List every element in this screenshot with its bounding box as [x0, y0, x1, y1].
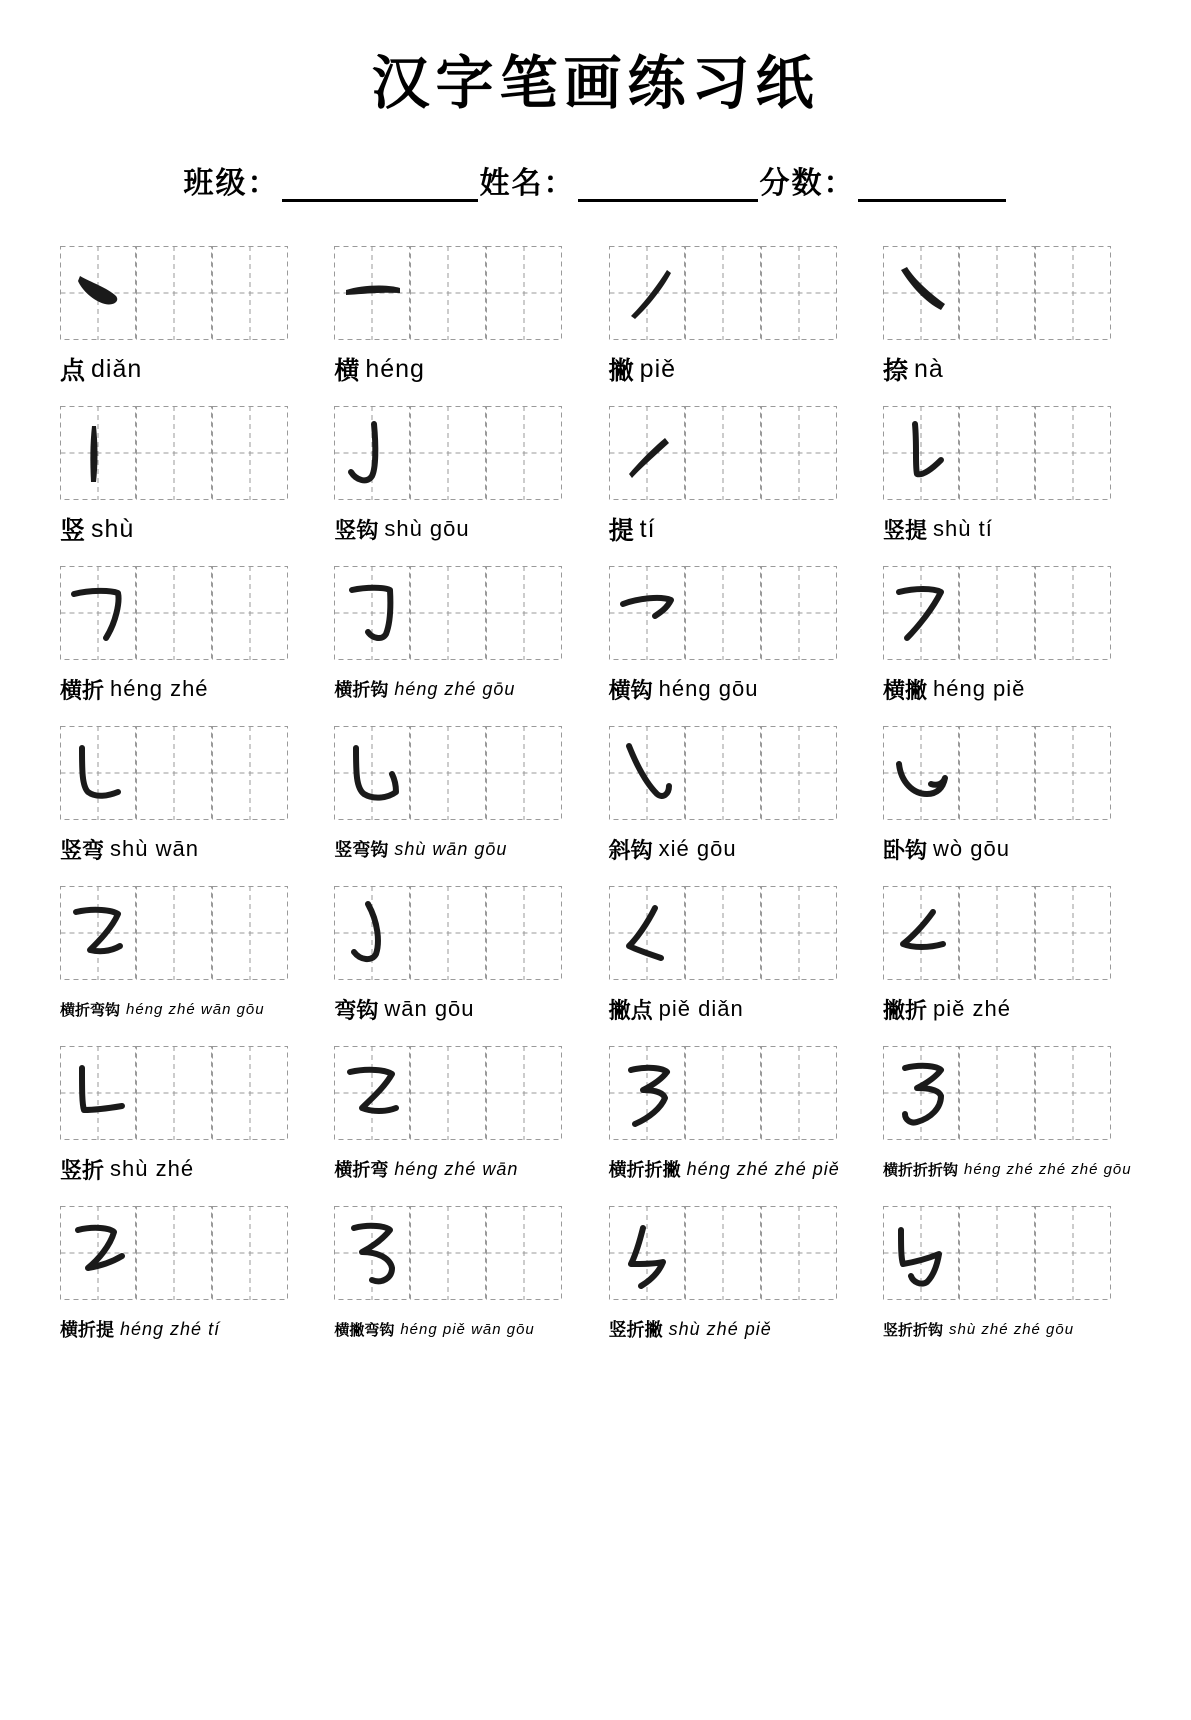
stroke-caption — [609, 1312, 772, 1346]
stroke-name-cn: 竖提 — [882, 517, 927, 543]
stroke-name-pinyin: piě zhé — [933, 996, 1011, 1021]
practice-boxes[interactable] — [883, 726, 1113, 822]
practice-boxes[interactable] — [60, 246, 290, 342]
stroke-name-cn: 竖钩 — [334, 517, 379, 543]
stroke-name-pinyin: héng zhé zhé zhé gōu — [964, 1160, 1132, 1178]
stroke-name-pinyin: héng piě — [933, 676, 1026, 701]
stroke-cell-hengzhewangou[interactable] — [60, 886, 308, 1026]
stroke-caption — [60, 1312, 220, 1346]
practice-boxes[interactable] — [883, 246, 1113, 342]
stroke-name-cn: 撇点 — [608, 997, 653, 1023]
stroke-name-cn: 弯钩 — [334, 997, 379, 1023]
stroke-caption — [609, 672, 759, 706]
practice-boxes[interactable] — [883, 566, 1113, 662]
stroke-row — [60, 726, 1131, 866]
stroke-caption — [334, 512, 469, 546]
stroke-row — [60, 1046, 1131, 1186]
stroke-name-pinyin: héng zhé wān gōu — [126, 1000, 265, 1018]
stroke-name-pinyin: shù tí — [933, 516, 993, 541]
stroke-name-cn: 横折提 — [60, 1320, 114, 1340]
stroke-caption — [883, 672, 1025, 706]
practice-boxes[interactable] — [883, 406, 1113, 502]
stroke-name-pinyin: tí — [639, 514, 656, 543]
stroke-name-pinyin: héng zhé gōu — [394, 678, 516, 699]
stroke-cell-hengzhewan[interactable] — [334, 1046, 582, 1186]
stroke-cell-wogou[interactable] — [883, 726, 1131, 866]
stroke-name-pinyin: piě — [639, 354, 677, 383]
stroke-name-cn: 横折折折钩 — [882, 1162, 958, 1179]
score-label: 分数： — [759, 167, 856, 200]
stroke-cell-hengpiewangou[interactable] — [334, 1206, 582, 1346]
stroke-caption — [334, 992, 474, 1026]
stroke-name-cn: 竖折折钩 — [882, 1322, 943, 1339]
stroke-name-cn: 点 — [60, 358, 86, 385]
stroke-name-pinyin: shù zhé piě — [668, 1318, 772, 1339]
practice-boxes[interactable] — [60, 886, 290, 982]
stroke-cell-shugou[interactable] — [334, 406, 582, 546]
practice-boxes[interactable] — [60, 726, 290, 822]
stroke-cell-shuzhe[interactable] — [60, 1046, 308, 1186]
practice-boxes[interactable] — [334, 406, 564, 502]
stroke-name-pinyin: héng zhé — [110, 676, 209, 701]
class-input-blank[interactable] — [282, 171, 478, 202]
stroke-cell-hengpie[interactable] — [883, 566, 1131, 706]
stroke-name-pinyin: shù zhé — [110, 1156, 195, 1181]
stroke-row — [60, 886, 1131, 1026]
stroke-cell-shuwan[interactable] — [60, 726, 308, 866]
stroke-name-cn: 捺 — [882, 358, 908, 385]
stroke-name-pinyin: wān gōu — [384, 996, 475, 1021]
stroke-name-pinyin: héng zhé tí — [120, 1318, 221, 1339]
score-input-blank[interactable] — [858, 171, 1006, 202]
stroke-name-cn: 提 — [608, 518, 634, 545]
stroke-name-cn: 撇 — [608, 358, 634, 385]
name-input-blank[interactable] — [578, 171, 758, 202]
stroke-name-cn: 横撇 — [882, 677, 927, 703]
stroke-caption — [334, 672, 515, 706]
stroke-cell-hengzheti[interactable] — [60, 1206, 308, 1346]
stroke-name-pinyin: xié gōu — [658, 836, 737, 861]
stroke-name-pinyin: shù gōu — [384, 516, 470, 541]
stroke-name-pinyin: héng — [365, 354, 425, 383]
stroke-caption — [883, 1152, 1132, 1186]
score-field — [760, 158, 1008, 202]
practice-boxes[interactable] — [609, 406, 839, 502]
stroke-name-cn: 横折钩 — [334, 680, 389, 700]
stroke-cell-wangou[interactable] — [334, 886, 582, 1026]
stroke-cell-shuzhepie[interactable] — [609, 1206, 857, 1346]
stroke-name-pinyin: héng gōu — [658, 676, 759, 701]
stroke-caption — [334, 832, 507, 866]
stroke-row — [60, 246, 1131, 386]
stroke-caption — [60, 832, 199, 866]
stroke-name-pinyin: héng zhé zhé piě — [686, 1158, 840, 1179]
stroke-caption — [334, 1312, 534, 1346]
stroke-name-cn: 竖 — [60, 518, 86, 545]
stroke-cell-hengzhezhezhegou[interactable] — [883, 1046, 1131, 1186]
stroke-caption — [609, 1152, 840, 1186]
stroke-cell-piedian[interactable] — [609, 886, 857, 1026]
stroke-name-cn: 横折折撇 — [608, 1160, 681, 1180]
practice-boxes[interactable] — [609, 246, 839, 342]
stroke-cell-shu[interactable] — [60, 406, 308, 546]
stroke-name-pinyin: shù wān gōu — [394, 838, 508, 859]
stroke-cell-shuzhezhegou[interactable] — [883, 1206, 1131, 1346]
stroke-name-pinyin: shù wān — [110, 836, 199, 861]
stroke-name-pinyin: nà — [914, 354, 944, 383]
practice-boxes[interactable] — [883, 1046, 1113, 1142]
stroke-cell-dian[interactable] — [60, 246, 308, 386]
stroke-caption — [609, 512, 656, 546]
stroke-row — [60, 566, 1131, 706]
stroke-cell-pie[interactable] — [609, 246, 857, 386]
stroke-cell-heng[interactable] — [334, 246, 582, 386]
class-label: 班级： — [183, 167, 280, 200]
stroke-caption — [883, 512, 993, 546]
practice-boxes[interactable] — [609, 886, 839, 982]
stroke-name-cn: 卧钩 — [882, 837, 927, 863]
stroke-caption — [883, 1312, 1074, 1346]
stroke-name-cn: 横钩 — [608, 677, 653, 703]
stroke-name-cn: 横折 — [60, 677, 105, 703]
stroke-name-pinyin: héng zhé wān — [394, 1158, 519, 1179]
stroke-caption — [883, 832, 1010, 866]
stroke-cell-shuti[interactable] — [883, 406, 1131, 546]
practice-boxes[interactable] — [883, 886, 1113, 982]
stroke-name-cn: 横折弯 — [334, 1160, 389, 1180]
stroke-caption — [60, 1152, 194, 1186]
practice-boxes[interactable] — [60, 406, 290, 502]
class-field — [184, 158, 480, 202]
stroke-cell-shuwangou[interactable] — [334, 726, 582, 866]
stroke-name-pinyin: wò gōu — [933, 836, 1010, 861]
stroke-caption — [334, 352, 425, 386]
practice-boxes[interactable] — [334, 566, 564, 662]
practice-boxes[interactable] — [60, 566, 290, 662]
practice-boxes[interactable] — [334, 246, 564, 342]
practice-boxes[interactable] — [60, 1206, 290, 1302]
stroke-name-pinyin: shù — [91, 514, 135, 543]
stroke-caption — [60, 992, 265, 1026]
stroke-name-pinyin: piě diǎn — [658, 996, 744, 1021]
stroke-cell-henggou[interactable] — [609, 566, 857, 706]
stroke-name-cn: 横折弯钩 — [60, 1002, 121, 1019]
stroke-name-cn: 横 — [334, 358, 360, 385]
stroke-caption — [60, 512, 134, 546]
stroke-grid — [60, 246, 1131, 1346]
practice-boxes[interactable] — [60, 1046, 290, 1142]
stroke-cell-hengzhe[interactable] — [60, 566, 308, 706]
stroke-row — [60, 1206, 1131, 1346]
practice-boxes[interactable] — [334, 726, 564, 822]
practice-boxes[interactable] — [334, 1206, 564, 1302]
stroke-name-pinyin: diǎn — [91, 354, 143, 383]
practice-boxes[interactable] — [609, 1046, 839, 1142]
practice-boxes[interactable] — [883, 1206, 1113, 1302]
stroke-cell-xiegou[interactable] — [609, 726, 857, 866]
stroke-name-cn: 竖弯 — [60, 837, 105, 863]
stroke-name-cn: 竖折 — [60, 1157, 105, 1183]
practice-boxes[interactable] — [334, 886, 564, 982]
stroke-name-cn: 横撇弯钩 — [334, 1322, 395, 1339]
stroke-name-pinyin: héng piě wān gōu — [400, 1320, 535, 1338]
stroke-cell-piezhe[interactable] — [883, 886, 1131, 1026]
stroke-caption — [60, 352, 142, 386]
practice-boxes[interactable] — [609, 566, 839, 662]
name-label: 姓名： — [479, 167, 576, 200]
stroke-row — [60, 406, 1131, 546]
stroke-cell-hengzhezhepie[interactable] — [609, 1046, 857, 1186]
stroke-cell-na[interactable] — [883, 246, 1131, 386]
stroke-caption — [609, 992, 744, 1026]
worksheet-page — [0, 36, 1191, 1720]
stroke-caption — [609, 832, 737, 866]
stroke-name-cn: 竖弯钩 — [334, 840, 389, 860]
stroke-cell-ti[interactable] — [609, 406, 857, 546]
stroke-name-pinyin: shù zhé zhé gōu — [949, 1320, 1075, 1338]
stroke-caption — [883, 352, 944, 386]
stroke-caption — [883, 992, 1011, 1026]
stroke-name-cn: 竖折撇 — [608, 1320, 663, 1340]
page-title: 汉字笔画练习纸 — [371, 51, 820, 116]
stroke-caption — [334, 1152, 518, 1186]
name-field — [480, 158, 760, 202]
practice-boxes[interactable] — [609, 726, 839, 822]
practice-boxes[interactable] — [609, 1206, 839, 1302]
student-info-row — [60, 158, 1131, 202]
stroke-cell-hengzhegou[interactable] — [334, 566, 582, 706]
practice-boxes[interactable] — [334, 1046, 564, 1142]
stroke-caption — [60, 672, 209, 706]
stroke-name-cn: 斜钩 — [608, 837, 653, 863]
stroke-name-cn: 撇折 — [882, 997, 927, 1023]
stroke-caption — [609, 352, 676, 386]
